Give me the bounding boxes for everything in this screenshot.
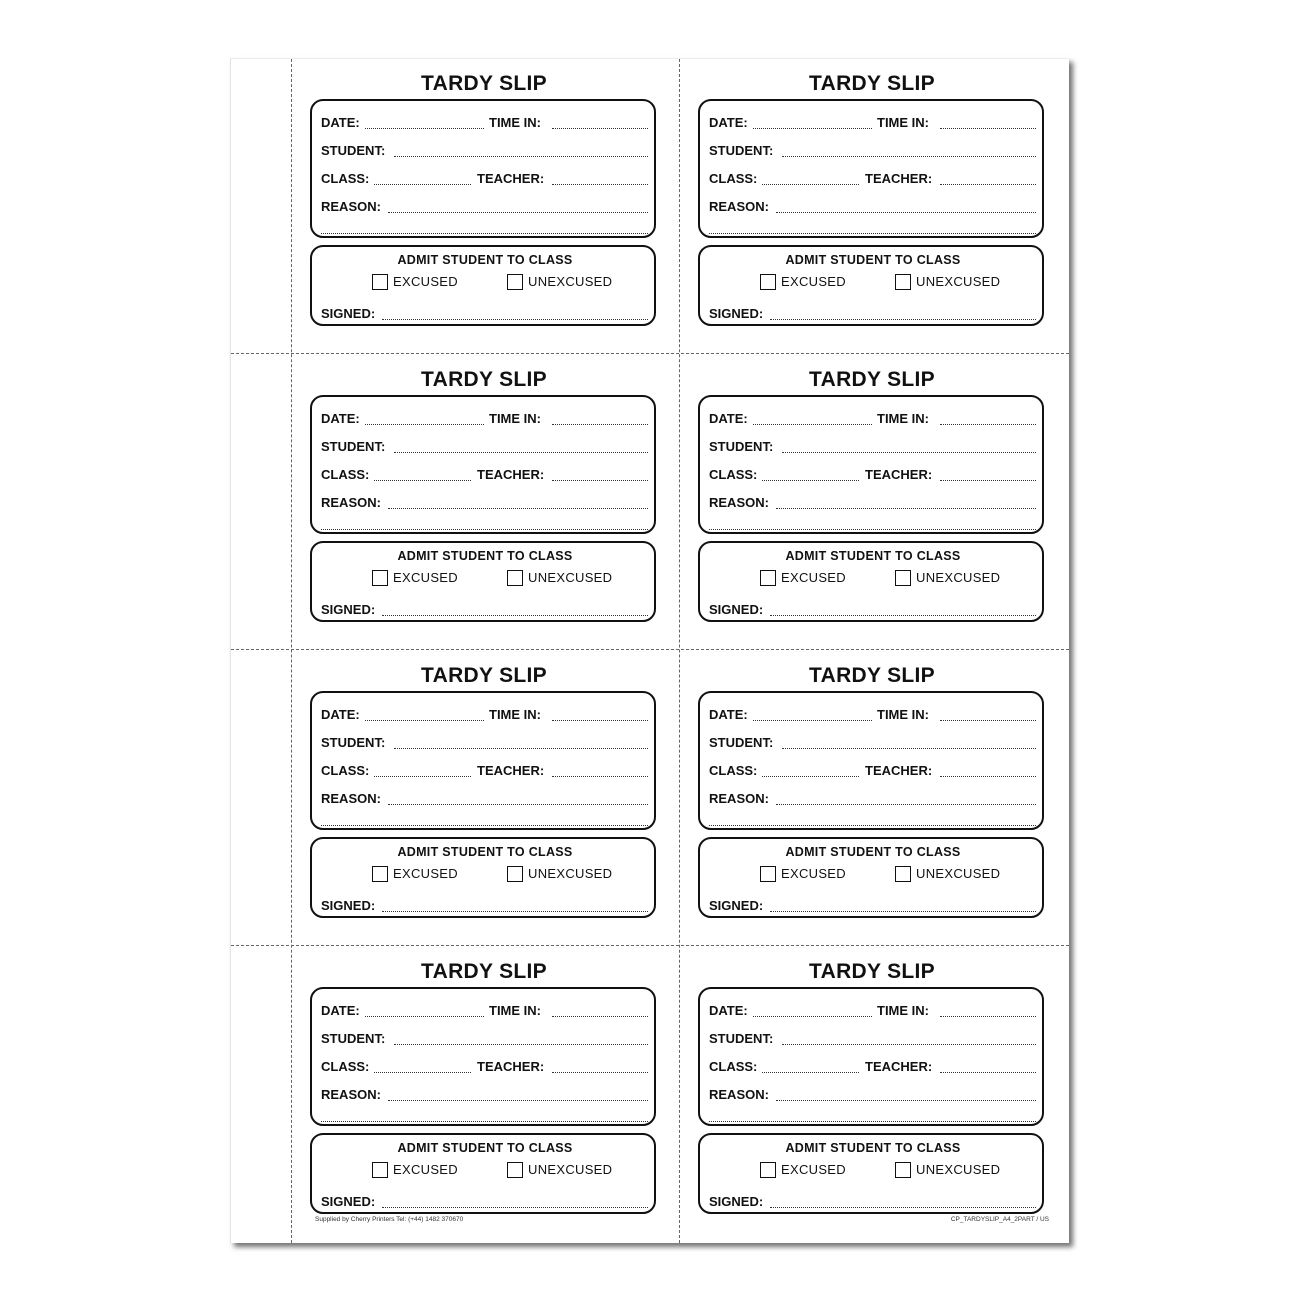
unexcused-checkbox[interactable]: [895, 274, 911, 290]
class-field[interactable]: [374, 480, 471, 481]
date-label: DATE:: [321, 707, 360, 722]
slip-grid: [231, 59, 1069, 1243]
reason-field-line-2[interactable]: [709, 1121, 1036, 1122]
unexcused-label: UNEXCUSED: [916, 570, 1001, 585]
time-in-label: TIME IN:: [489, 411, 541, 426]
class-label: CLASS:: [321, 467, 370, 482]
time-in-label: TIME IN:: [489, 1003, 541, 1018]
admit-box: [310, 1133, 656, 1214]
time-in-label: TIME IN:: [877, 115, 929, 130]
signature-field[interactable]: [770, 911, 1036, 912]
class-label: CLASS:: [321, 171, 370, 186]
excused-checkbox[interactable]: [372, 1162, 388, 1178]
signed-label: SIGNED:: [321, 306, 376, 321]
student-label: STUDENT:: [709, 735, 774, 750]
reason-label: REASON:: [321, 791, 381, 806]
time-in-field[interactable]: [940, 424, 1036, 425]
student-field[interactable]: [394, 748, 648, 749]
teacher-label: TEACHER:: [865, 1059, 933, 1074]
slip-details-box: [310, 99, 656, 238]
admit-heading: ADMIT STUDENT TO CLASS: [397, 845, 573, 859]
admit-heading: ADMIT STUDENT TO CLASS: [785, 253, 961, 267]
student-label: STUDENT:: [321, 439, 386, 454]
slip-details-box: [310, 395, 656, 534]
excused-checkbox[interactable]: [760, 570, 776, 586]
reason-label: REASON:: [321, 199, 381, 214]
excused-label: EXCUSED: [393, 1162, 458, 1177]
admit-box: [310, 541, 656, 622]
signature-field[interactable]: [382, 319, 648, 320]
signature-field[interactable]: [382, 1207, 648, 1208]
class-label: CLASS:: [709, 171, 758, 186]
time-in-field[interactable]: [940, 720, 1036, 721]
student-field[interactable]: [394, 452, 648, 453]
date-label: DATE:: [321, 411, 360, 426]
class-field[interactable]: [762, 776, 859, 777]
admit-box: [310, 245, 656, 326]
slip-title: TARDY SLIP: [809, 72, 935, 95]
time-in-label: TIME IN:: [877, 707, 929, 722]
signature-field[interactable]: [770, 615, 1036, 616]
reason-field-line-2[interactable]: [321, 1121, 648, 1122]
time-in-label: TIME IN:: [877, 411, 929, 426]
signed-label: SIGNED:: [709, 1194, 764, 1209]
slip-title: TARDY SLIP: [421, 368, 547, 391]
date-label: DATE:: [709, 707, 748, 722]
signed-label: SIGNED:: [321, 602, 376, 617]
reason-field-line-2[interactable]: [321, 529, 648, 530]
signed-label: SIGNED:: [709, 306, 764, 321]
admit-box: [698, 1133, 1044, 1214]
time-in-label: TIME IN:: [489, 707, 541, 722]
student-field[interactable]: [782, 452, 1036, 453]
date-label: DATE:: [709, 411, 748, 426]
date-label: DATE:: [321, 115, 360, 130]
admit-box: [310, 837, 656, 918]
tardy-slip: [310, 59, 660, 349]
admit-box: [698, 245, 1044, 326]
excused-checkbox[interactable]: [372, 274, 388, 290]
footer-code: CP_TARDYSLIP_A4_2PART / US: [950, 1216, 1049, 1223]
unexcused-checkbox[interactable]: [507, 1162, 523, 1178]
tardy-slip: [310, 651, 660, 941]
signature-field[interactable]: [382, 615, 648, 616]
time-in-field[interactable]: [552, 720, 648, 721]
excused-label: EXCUSED: [393, 274, 458, 289]
date-field[interactable]: [365, 424, 484, 425]
reason-label: REASON:: [709, 1087, 769, 1102]
reason-field[interactable]: [776, 804, 1036, 805]
excused-label: EXCUSED: [393, 866, 458, 881]
date-field[interactable]: [753, 424, 872, 425]
slip-details-box: [698, 99, 1044, 238]
teacher-label: TEACHER:: [865, 171, 933, 186]
excused-checkbox[interactable]: [760, 1162, 776, 1178]
unexcused-checkbox[interactable]: [895, 570, 911, 586]
time-in-field[interactable]: [552, 1016, 648, 1017]
date-field[interactable]: [365, 128, 484, 129]
reason-field-line-2[interactable]: [321, 825, 648, 826]
tardy-slip: [698, 355, 1048, 645]
footer-supplier: Supplied by Cherry Printers Tel: (+44) 1482 370670: [315, 1216, 464, 1223]
unexcused-label: UNEXCUSED: [528, 1162, 613, 1177]
slip-details-box: [310, 691, 656, 830]
unexcused-checkbox[interactable]: [895, 1162, 911, 1178]
time-in-field[interactable]: [552, 424, 648, 425]
slip-title: TARDY SLIP: [809, 664, 935, 687]
signature-field[interactable]: [770, 1207, 1036, 1208]
tardy-slip: [698, 651, 1048, 941]
teacher-label: TEACHER:: [477, 467, 545, 482]
unexcused-checkbox[interactable]: [895, 866, 911, 882]
teacher-label: TEACHER:: [477, 171, 545, 186]
excused-label: EXCUSED: [393, 570, 458, 585]
student-field[interactable]: [394, 1044, 648, 1045]
class-field[interactable]: [374, 1072, 471, 1073]
reason-field[interactable]: [388, 804, 648, 805]
class-label: CLASS:: [321, 1059, 370, 1074]
date-field[interactable]: [753, 1016, 872, 1017]
class-field[interactable]: [374, 776, 471, 777]
reason-field[interactable]: [776, 508, 1036, 509]
signature-field[interactable]: [382, 911, 648, 912]
excused-checkbox[interactable]: [760, 866, 776, 882]
student-field[interactable]: [394, 156, 648, 157]
time-in-field[interactable]: [940, 1016, 1036, 1017]
slip-details-box: [698, 395, 1044, 534]
slip-title: TARDY SLIP: [421, 72, 547, 95]
reason-field[interactable]: [388, 508, 648, 509]
date-field[interactable]: [365, 1016, 484, 1017]
teacher-field[interactable]: [940, 480, 1036, 481]
unexcused-label: UNEXCUSED: [916, 866, 1001, 881]
unexcused-label: UNEXCUSED: [916, 1162, 1001, 1177]
slip-details-box: [698, 691, 1044, 830]
class-field[interactable]: [374, 184, 471, 185]
student-label: STUDENT:: [709, 439, 774, 454]
reason-label: REASON:: [709, 791, 769, 806]
admit-heading: ADMIT STUDENT TO CLASS: [397, 253, 573, 267]
class-label: CLASS:: [709, 763, 758, 778]
time-in-field[interactable]: [552, 128, 648, 129]
class-field[interactable]: [762, 184, 859, 185]
admit-heading: ADMIT STUDENT TO CLASS: [397, 549, 573, 563]
student-label: STUDENT:: [321, 143, 386, 158]
excused-label: EXCUSED: [781, 570, 846, 585]
reason-field[interactable]: [388, 212, 648, 213]
student-field[interactable]: [782, 748, 1036, 749]
date-field[interactable]: [753, 720, 872, 721]
teacher-field[interactable]: [552, 480, 648, 481]
excused-label: EXCUSED: [781, 274, 846, 289]
reason-field[interactable]: [776, 212, 1036, 213]
admit-box: [698, 837, 1044, 918]
signed-label: SIGNED:: [321, 1194, 376, 1209]
unexcused-label: UNEXCUSED: [528, 866, 613, 881]
reason-label: REASON:: [709, 199, 769, 214]
slip-title: TARDY SLIP: [421, 960, 547, 983]
student-field[interactable]: [782, 156, 1036, 157]
admit-heading: ADMIT STUDENT TO CLASS: [397, 1141, 573, 1155]
tardy-slip: [698, 59, 1048, 349]
form-sheet: [230, 58, 1069, 1243]
slip-details-box: [698, 987, 1044, 1126]
signature-field[interactable]: [770, 319, 1036, 320]
tardy-slip: [310, 947, 660, 1237]
signed-label: SIGNED:: [709, 898, 764, 913]
unexcused-checkbox[interactable]: [507, 866, 523, 882]
class-field[interactable]: [762, 1072, 859, 1073]
admit-heading: ADMIT STUDENT TO CLASS: [785, 1141, 961, 1155]
reason-field-line-2[interactable]: [321, 233, 648, 234]
date-label: DATE:: [321, 1003, 360, 1018]
class-label: CLASS:: [709, 467, 758, 482]
excused-checkbox[interactable]: [760, 274, 776, 290]
reason-field[interactable]: [776, 1100, 1036, 1101]
unexcused-label: UNEXCUSED: [528, 570, 613, 585]
teacher-field[interactable]: [940, 776, 1036, 777]
student-label: STUDENT:: [709, 1031, 774, 1046]
unexcused-label: UNEXCUSED: [528, 274, 613, 289]
teacher-field[interactable]: [940, 184, 1036, 185]
unexcused-checkbox[interactable]: [507, 570, 523, 586]
time-in-label: TIME IN:: [877, 1003, 929, 1018]
excused-label: EXCUSED: [781, 866, 846, 881]
reason-field-line-2[interactable]: [709, 233, 1036, 234]
date-field[interactable]: [753, 128, 872, 129]
reason-label: REASON:: [321, 495, 381, 510]
signed-label: SIGNED:: [709, 602, 764, 617]
teacher-field[interactable]: [552, 776, 648, 777]
date-label: DATE:: [709, 1003, 748, 1018]
class-label: CLASS:: [321, 763, 370, 778]
signed-label: SIGNED:: [321, 898, 376, 913]
unexcused-label: UNEXCUSED: [916, 274, 1001, 289]
teacher-label: TEACHER:: [477, 763, 545, 778]
teacher-field[interactable]: [552, 1072, 648, 1073]
teacher-label: TEACHER:: [865, 467, 933, 482]
date-field[interactable]: [365, 720, 484, 721]
teacher-label: TEACHER:: [477, 1059, 545, 1074]
reason-label: REASON:: [321, 1087, 381, 1102]
slip-title: TARDY SLIP: [809, 368, 935, 391]
date-label: DATE:: [709, 115, 748, 130]
excused-label: EXCUSED: [781, 1162, 846, 1177]
slip-title: TARDY SLIP: [809, 960, 935, 983]
teacher-field[interactable]: [940, 1072, 1036, 1073]
reason-field-line-2[interactable]: [709, 825, 1036, 826]
time-in-field[interactable]: [940, 128, 1036, 129]
admit-heading: ADMIT STUDENT TO CLASS: [785, 549, 961, 563]
reason-field[interactable]: [388, 1100, 648, 1101]
unexcused-checkbox[interactable]: [507, 274, 523, 290]
teacher-field[interactable]: [552, 184, 648, 185]
admit-heading: ADMIT STUDENT TO CLASS: [785, 845, 961, 859]
class-label: CLASS:: [709, 1059, 758, 1074]
tardy-slip: [310, 355, 660, 645]
class-field[interactable]: [762, 480, 859, 481]
teacher-label: TEACHER:: [865, 763, 933, 778]
student-label: STUDENT:: [709, 143, 774, 158]
time-in-label: TIME IN:: [489, 115, 541, 130]
student-field[interactable]: [782, 1044, 1036, 1045]
admit-box: [698, 541, 1044, 622]
tardy-slip: [698, 947, 1048, 1237]
reason-field-line-2[interactable]: [709, 529, 1036, 530]
student-label: STUDENT:: [321, 1031, 386, 1046]
slip-details-box: [310, 987, 656, 1126]
excused-checkbox[interactable]: [372, 570, 388, 586]
slip-title: TARDY SLIP: [421, 664, 547, 687]
student-label: STUDENT:: [321, 735, 386, 750]
excused-checkbox[interactable]: [372, 866, 388, 882]
reason-label: REASON:: [709, 495, 769, 510]
